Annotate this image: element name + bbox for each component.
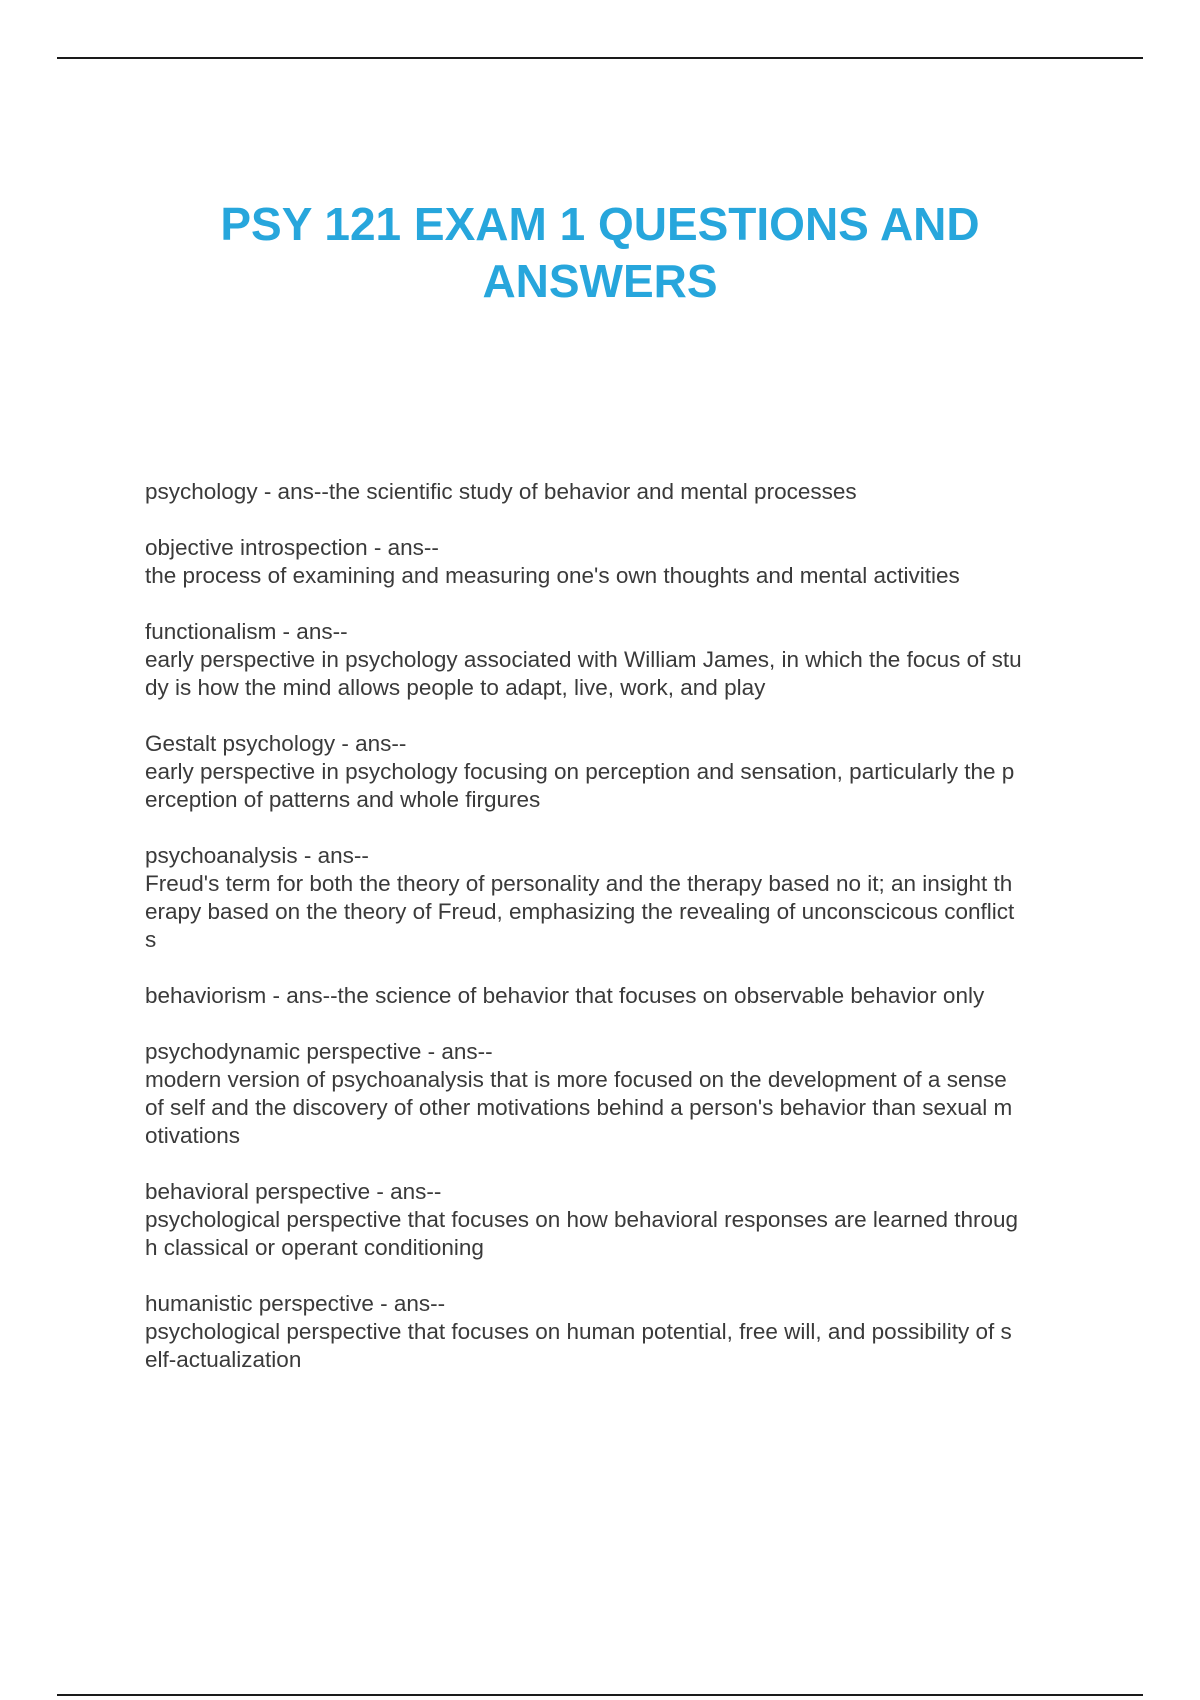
qa-answer-line: otivations <box>145 1123 241 1148</box>
qa-term-line: humanistic perspective - ans-- <box>145 1291 446 1316</box>
qa-term-line: objective introspection - ans-- <box>145 535 439 560</box>
qa-term-line: psychoanalysis - ans-- <box>145 843 369 868</box>
qa-answer-line: psychological perspective that focuses on human potential, free will, and possibility of s <box>145 1319 1012 1344</box>
qa-term-line: psychodynamic perspective - ans-- <box>145 1039 493 1064</box>
qa-list <box>145 478 1090 1402</box>
qa-item-psychodynamic-perspective <box>145 1038 1090 1150</box>
page-title <box>0 196 1200 310</box>
qa-term-line: functionalism - ans-- <box>145 619 348 644</box>
qa-item-behavioral-perspective <box>145 1178 1090 1262</box>
qa-answer-line: h classical or operant conditioning <box>145 1235 484 1260</box>
qa-answer-line: dy is how the mind allows people to adapt, live, work, and play <box>145 675 766 700</box>
qa-item-psychoanalysis <box>145 842 1090 954</box>
qa-answer-line: early perspective in psychology focusing on perception and sensation, particularly the p <box>145 759 1015 784</box>
qa-item-objective-introspection <box>145 534 1090 590</box>
qa-item-humanistic-perspective <box>145 1290 1090 1374</box>
qa-answer-line: erapy based on the theory of Freud, emphasizing the revealing of unconscicous conflict <box>145 899 1015 924</box>
qa-answer-line: s <box>145 927 157 952</box>
qa-term-line: behavioral perspective - ans-- <box>145 1179 442 1204</box>
qa-answer-line: Freud's term for both the theory of personality and the therapy based no it; an insight th <box>145 871 1013 896</box>
top-rule <box>57 57 1143 59</box>
qa-line: behaviorism - ans--the science of behavior that focuses on observable behavior only <box>145 983 985 1008</box>
qa-term-line: Gestalt psychology - ans-- <box>145 731 407 756</box>
qa-answer-line: early perspective in psychology associated with William James, in which the focus of stu <box>145 647 1022 672</box>
qa-answer-line: of self and the discovery of other motivations behind a person's behavior than sexual m <box>145 1095 1013 1120</box>
qa-line: psychology - ans--the scientific study of behavior and mental processes <box>145 479 857 504</box>
qa-answer-line: psychological perspective that focuses on how behavioral responses are learned throug <box>145 1207 1019 1232</box>
qa-item-functionalism <box>145 618 1090 702</box>
qa-item-behaviorism <box>145 982 1090 1010</box>
qa-item-gestalt-psychology <box>145 730 1090 814</box>
qa-answer-line: the process of examining and measuring one's own thoughts and mental activities <box>145 563 960 588</box>
title-line-2: ANSWERS <box>482 255 718 307</box>
qa-item-psychology <box>145 478 1090 506</box>
bottom-rule <box>57 1694 1143 1696</box>
qa-answer-line: erception of patterns and whole firgures <box>145 787 541 812</box>
title-line-1: PSY 121 EXAM 1 QUESTIONS AND <box>220 198 980 250</box>
qa-answer-line: elf-actualization <box>145 1347 302 1372</box>
qa-answer-line: modern version of psychoanalysis that is more focused on the development of a sense <box>145 1067 1007 1092</box>
